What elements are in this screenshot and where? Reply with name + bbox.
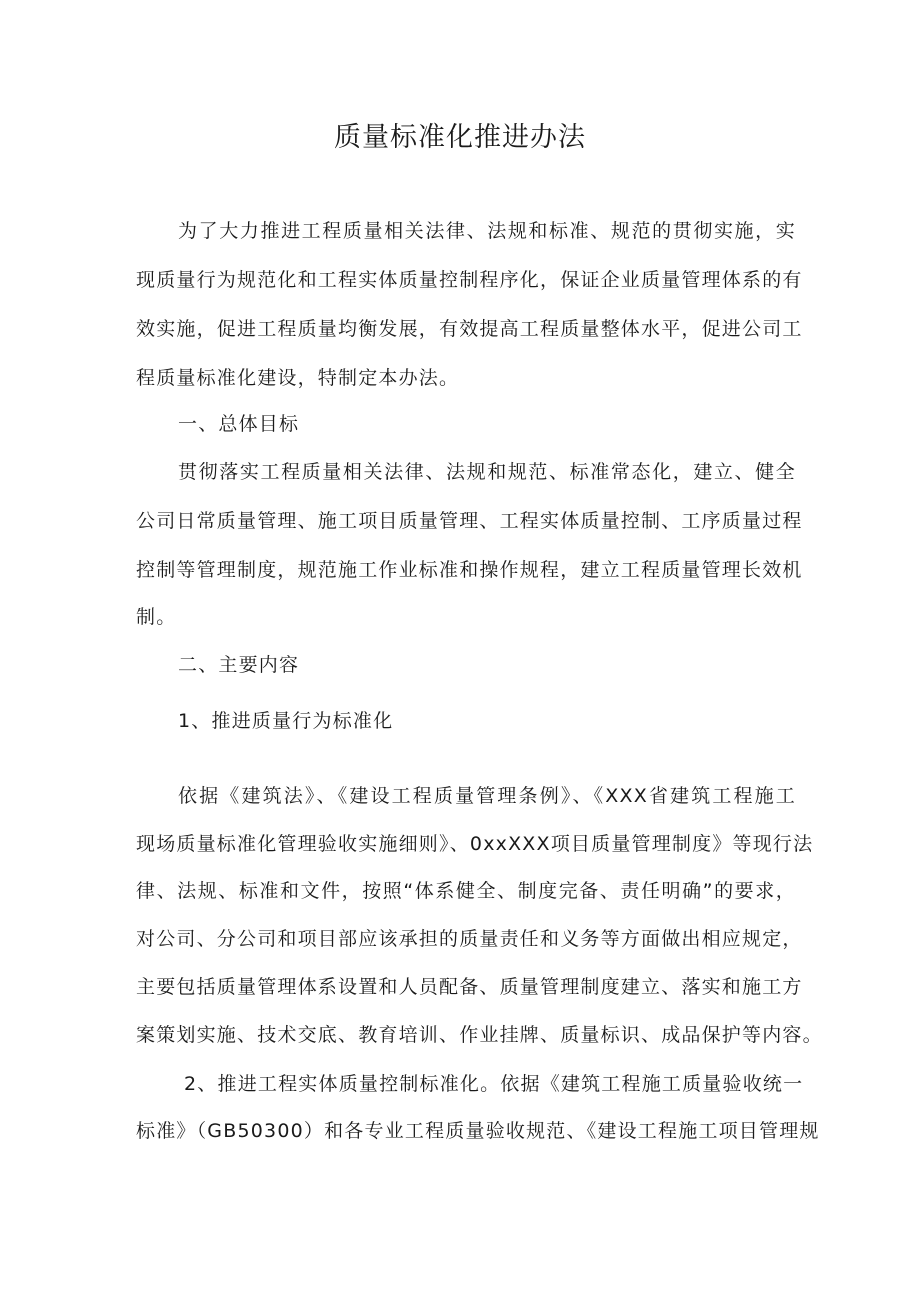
section1-line-4: 制。 <box>136 606 177 628</box>
section1-line-2: 公司日常质量管理、施工项目质量管理、工程实体质量控制、工序质量过程 <box>136 510 803 532</box>
item1-line-2: 现场质量标准化管理验收实施细则》、0xxXXX项目质量管理制度》等现行法 <box>136 833 814 855</box>
intro-line-3: 效实施，促进工程质量均衡发展，有效提高工程质量整体水平，促进公司工 <box>136 318 803 340</box>
intro-line-2: 现质量行为规范化和工程实体质量控制程序化，保证企业质量管理体系的有 <box>136 269 803 291</box>
item2-line-2: 标准》（GB50300）和各专业工程质量验收规范、《建设工程施工项目管理规 <box>136 1120 820 1142</box>
intro-line-1: 为了大力推进工程质量相关法律、法规和标准、规范的贯彻实施，实 <box>178 220 796 242</box>
item1-line-6: 案策划实施、技术交底、教育培训、作业挂牌、质量标识、成品保护等内容。 <box>136 1024 823 1046</box>
section1-heading: 一、总体目标 <box>178 413 300 435</box>
intro-line-4: 程质量标准化建设，特制定本办法。 <box>136 367 460 389</box>
item1-line-1: 依据《建筑法》、《建设工程质量管理条例》、《XXX省建筑工程施工 <box>178 785 796 807</box>
item1-line-5: 主要包括质量管理体系设置和人员配备、质量管理制度建立、落实和施工方 <box>136 976 803 998</box>
document-title: 质量标准化推进办法 <box>334 122 586 153</box>
item1-line-4: 对公司、分公司和项目部应该承担的质量责任和义务等方面做出相应规定， <box>136 928 803 950</box>
section2-heading: 二、主要内容 <box>178 654 300 676</box>
section1-line-1: 贯彻落实工程质量相关法律、法规和规范、标准常态化，建立、健全 <box>178 461 796 483</box>
item2-line-1: 2、推进工程实体质量控制标准化。依据《建筑工程施工质量验收统一 <box>184 1073 804 1095</box>
item1-heading: 1、推进质量行为标准化 <box>178 710 394 732</box>
section1-line-3: 控制等管理制度，规范施工作业标准和操作规程，建立工程质量管理长效机 <box>136 559 803 581</box>
item1-line-3: 律、法规、标准和文件，按照“体系健全、制度完备、责任明确”的要求， <box>136 880 796 902</box>
